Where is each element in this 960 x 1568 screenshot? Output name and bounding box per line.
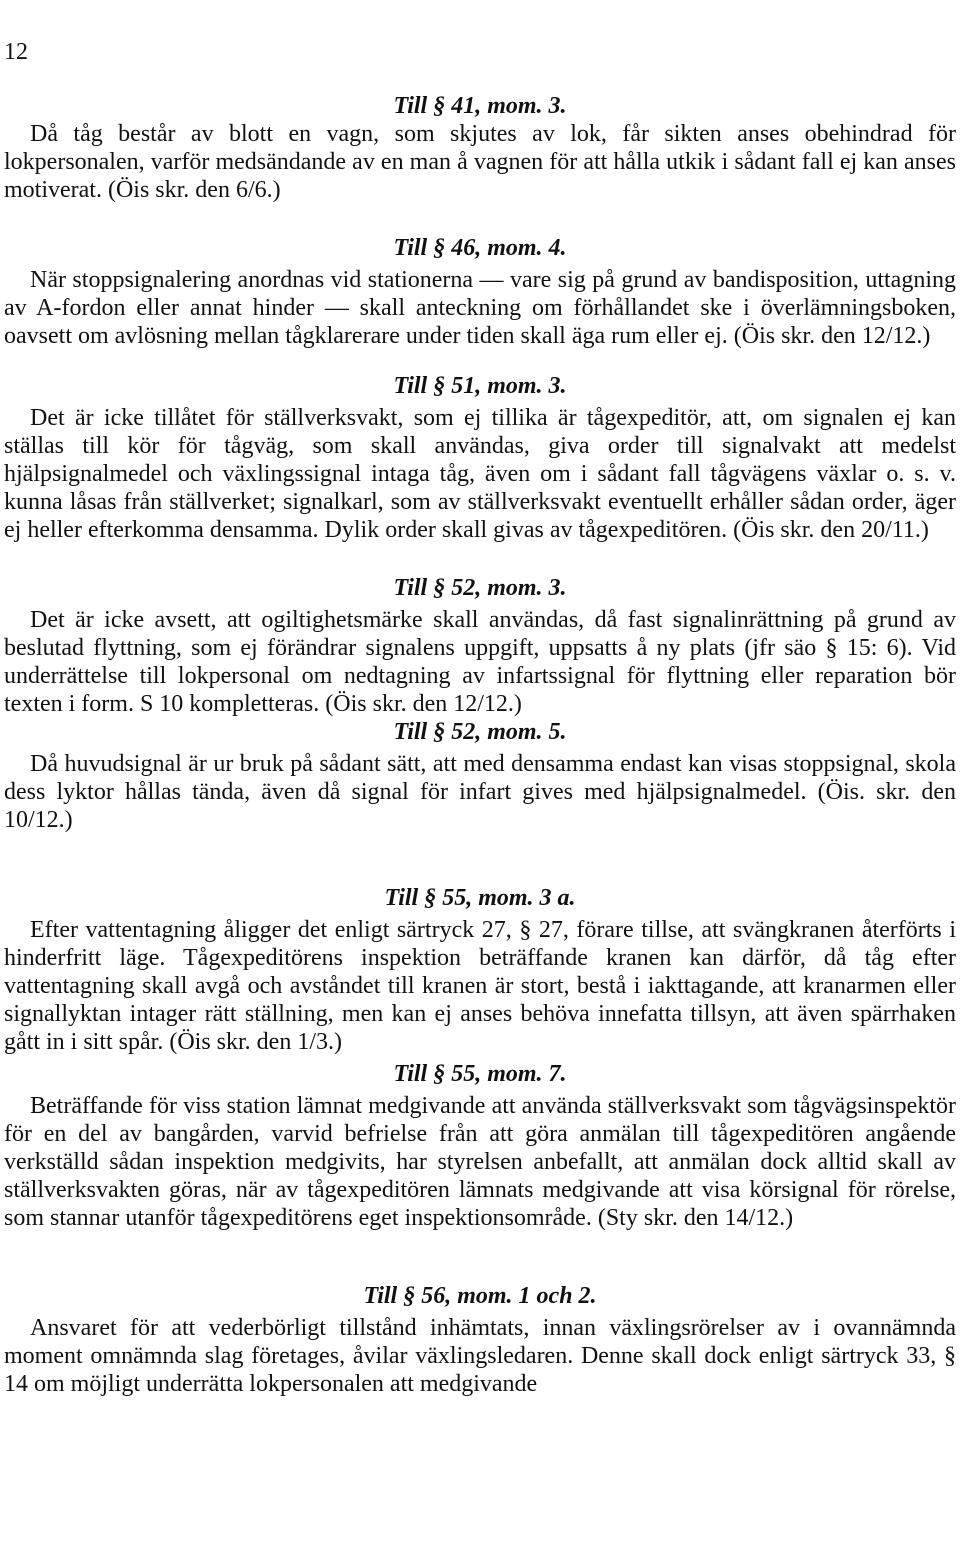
- section-55-7: [4, 1060, 956, 1232]
- section-paragraph: Då huvudsignal är ur bruk på sådant sätt, att med densamma endast kan visas stoppsignal, skola dess lyktor hållas tända, även då signal för infart gives med hjälpsignalmedel. (Öis. skr. den 10/12.): [4, 751, 956, 833]
- section-paragraph: Efter vattentagning åligger det enligt särtryck 27, § 27, förare tillse, att svängkranen återförts i hinderfritt läge. Tågexpeditörens inspektion beträffande kranen kan därför, då tåg efter vattentagning skall avgå och avståndet till kranen är stort, bestå i iakttagande, att kranarmen eller signallyktan intager rätt ställning, men kan ej anses behöva innefatta tillsyn, att även spärrhaken gått in i sitt spår. (Öis skr. den 1/3.): [4, 917, 956, 1055]
- section-52-5: [4, 718, 956, 834]
- section-41-3: [4, 92, 956, 204]
- section-56-1-2: [4, 1282, 956, 1398]
- section-heading: Till § 56, mom. 1 och 2.: [363, 1283, 597, 1309]
- document-body: [4, 92, 956, 1398]
- section-46-4: [4, 234, 956, 350]
- section-paragraph: Ansvaret för att vederbörligt tillstånd inhämtats, innan växlingsrörelser av i ovannämnda moment omnämnda slag företages, åvilar växlingsledaren. Denne skall dock enligt särtryck 33, § 14 om möjligt underrätta lokpersonalen att medgivande: [4, 1315, 956, 1397]
- page-number: 12: [4, 39, 28, 65]
- section-55-3a: [4, 884, 956, 1056]
- section-paragraph: Det är icke tillåtet för ställverksvakt, som ej tillika är tågexpeditör, att, om signalen ej kan ställas till kör för tågväg, som skall användas, giva order till signalvakt att medelst hjälpsignalmedel och växlingssignal intaga tåg, även om i sådant fall tågvägens växlar o. s. v. kunna låsas från ställverket; signalkarl, som av ställverksvakt eventuellt erhåller sådan order, äger ej heller efterkomma densamma. Dylik order skall givas av tågexpeditören. (Öis skr. den 20/11.): [4, 405, 956, 543]
- section-heading: Till § 52, mom. 5.: [393, 719, 567, 745]
- section-heading: Till § 46, mom. 4.: [393, 235, 567, 261]
- section-heading: Till § 55, mom. 7.: [393, 1061, 567, 1087]
- section-paragraph: Då tåg består av blott en vagn, som skjutes av lok, får sikten anses obehindrad för lokpersonalen, varför medsändande av en man å vagnen för att hålla utkik i sådant fall ej kan anses motiverat. (Öis skr. den 6/6.): [4, 121, 956, 203]
- section-heading: Till § 51, mom. 3.: [393, 373, 567, 399]
- section-heading: Till § 41, mom. 3.: [393, 93, 567, 119]
- section-52-3: [4, 574, 956, 718]
- section-paragraph: När stoppsignalering anordnas vid stationerna — vare sig på grund av bandisposition, uttagning av A-fordon eller annat hinder — skall anteckning om förhållandet ske i överlämningsboken, oavsett om avlösning mellan tågklarerare under tiden skall äga rum eller ej. (Öis skr. den 12/12.): [4, 267, 956, 349]
- section-51-3: [4, 372, 956, 544]
- section-paragraph: Beträffande för viss station lämnat medgivande att använda ställverksvakt som tågvägsinspektör för en del av bangården, varvid befrielse från att göra anmälan till tågexpeditören angående verkställd sådan inspektion medgivits, har styrelsen anbefallt, att anmälan dock alltid skall av ställverksvakten göras, när av tågexpeditören lämnats medgivande att visa körsignal för rörelse, som stannar utanför tågexpeditörens eget inspektionsområde. (Sty skr. den 14/12.): [4, 1093, 956, 1231]
- section-heading: Till § 55, mom. 3 a.: [384, 885, 576, 911]
- section-heading: Till § 52, mom. 3.: [393, 575, 567, 601]
- section-paragraph: Det är icke avsett, att ogiltighetsmärke skall användas, då fast signalinrättning på grund av beslutad flyttning, som ej förändrar signalens uppgift, uppsatts å ny plats (jfr säo § 15: 6). Vid underrättelse till lokpersonal om nedtagning av infartssignal för flyttning eller reparation bör texten i form. S 10 kompletteras. (Öis skr. den 12/12.): [4, 607, 956, 717]
